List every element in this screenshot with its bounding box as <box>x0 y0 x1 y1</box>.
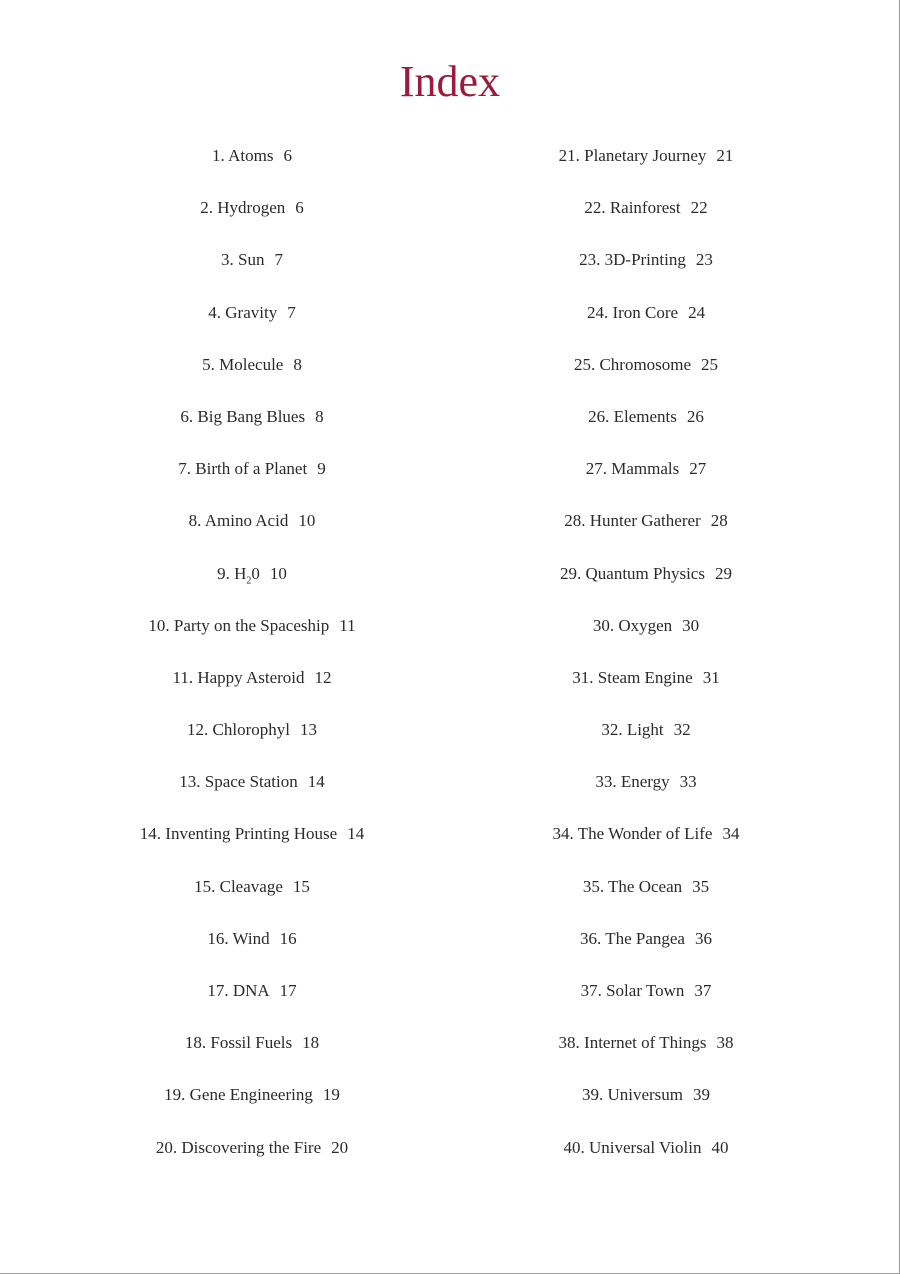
index-entry <box>436 1135 856 1187</box>
index-entry-label: 5. Molecule <box>202 354 284 374</box>
index-entry <box>436 1082 856 1134</box>
index-entry-page-number: 13 <box>299 720 317 740</box>
index-entry-label: 36. The Pangea <box>580 928 685 948</box>
index-entry-page-number: 24 <box>688 302 706 322</box>
index-entry-label: 19. Gene Engineering <box>164 1085 313 1105</box>
index-entry-label: 38. Internet of Things <box>558 1033 707 1053</box>
index-entry <box>436 769 856 821</box>
index-entry <box>436 404 856 456</box>
index-entry-label: 9. H <box>217 563 247 583</box>
index-entry <box>42 456 462 508</box>
index-entry <box>436 926 856 978</box>
index-entry-label: 40. Universal Violin <box>563 1137 702 1157</box>
index-entry <box>436 300 856 352</box>
index-entry-label: 30. Oxygen <box>592 615 673 635</box>
index-entry-page-number: 33 <box>679 772 697 792</box>
index-entry-page-number: 21 <box>716 146 734 165</box>
index-entry-label: 37. Solar Town <box>580 981 685 1000</box>
index-entry-label: 27. Mammals <box>585 459 680 479</box>
index-entry-page-number: 22 <box>690 198 708 218</box>
index-entry <box>436 456 856 508</box>
index-entry <box>42 1030 462 1082</box>
index-entry-label: 2. Hydrogen <box>200 198 286 218</box>
index-entry <box>436 717 856 769</box>
index-entry-label: 32. Light <box>601 720 664 740</box>
index-entry-label: 31. Steam Engine <box>572 667 693 687</box>
index-entry-label: 34. The Wonder of Life <box>552 824 713 844</box>
index-entry-subscript: 2 <box>246 574 252 586</box>
index-entry <box>42 665 462 717</box>
index-entry-label: 25. Chromosome <box>573 354 692 374</box>
index-entry-page-number: 30 <box>682 615 700 635</box>
index-entry-page-number: 20 <box>331 1137 349 1157</box>
index-entry-label: 14. Inventing Printing House <box>139 824 338 844</box>
index-entry <box>42 247 462 299</box>
index-entry <box>42 143 462 195</box>
index-entry-page-number: 16 <box>279 928 297 948</box>
index-entry-page-number: 37 <box>694 981 712 1000</box>
index-entry-page-number: 29 <box>714 563 732 583</box>
index-entry-page-number: 27 <box>689 459 707 479</box>
index-entry-page-number: 25 <box>701 354 719 374</box>
index-entry <box>42 717 462 769</box>
index-entry <box>42 300 462 352</box>
index-entry-page-number: 14 <box>307 772 325 792</box>
index-entry-label: 13. Space Station <box>179 772 298 792</box>
index-entry-page-number: 7 <box>287 302 296 322</box>
index-entry <box>436 352 856 404</box>
index-entry-page-number: 35 <box>692 876 710 896</box>
index-entry <box>436 978 856 1030</box>
index-entry-page-number: 28 <box>710 511 728 531</box>
index-entry-label: 15. Cleavage <box>194 876 283 896</box>
index-entry-page-number: 12 <box>314 667 332 687</box>
index-entry-label: 22. Rainforest <box>584 198 681 218</box>
index-entry <box>436 143 856 195</box>
index-entry <box>436 1030 856 1082</box>
index-entry-label: 18. Fossil Fuels <box>184 1033 293 1053</box>
index-entry <box>42 874 462 926</box>
index-entry <box>42 821 462 873</box>
index-entry-page-number: 26 <box>686 406 704 426</box>
index-entry <box>436 195 856 247</box>
index-entry-label: 35. The Ocean <box>582 876 683 896</box>
index-entry-label-tail: 0 <box>251 563 260 583</box>
index-entry <box>436 821 856 873</box>
index-entry <box>42 561 462 613</box>
index-entry <box>436 561 856 613</box>
index-entry <box>42 769 462 821</box>
index-entry-label: 26. Elements <box>588 406 677 426</box>
index-entry-page-number: 10 <box>269 563 287 583</box>
index-entry <box>42 352 462 404</box>
index-entry-page-number: 17 <box>279 981 297 1000</box>
index-entry-label: 21. Planetary Journey <box>558 146 707 165</box>
index-entry <box>42 926 462 978</box>
index-entry-page-number: 8 <box>315 406 324 426</box>
index-entry-label: 7. Birth of a Planet <box>178 459 308 479</box>
page-title: Index <box>399 57 501 106</box>
index-entry-page-number: 38 <box>716 1033 734 1053</box>
index-entry-page-number: 23 <box>695 250 713 270</box>
index-entry <box>436 613 856 665</box>
index-entry-page-number: 8 <box>293 354 302 374</box>
index-entry <box>42 1082 462 1134</box>
index-column-left <box>42 143 462 1187</box>
index-entry-label: 6. Big Bang Blues <box>180 406 306 426</box>
index-entry <box>42 1135 462 1187</box>
index-entry-label: 39. Universum <box>581 1085 684 1105</box>
index-entry <box>42 613 462 665</box>
index-entry-label: 33. Energy <box>595 772 670 792</box>
index-entry <box>42 508 462 560</box>
index-entry-label: 29. Quantum Physics <box>560 563 705 583</box>
index-entry-page-number: 11 <box>339 615 356 635</box>
index-entry <box>436 508 856 560</box>
index-entry-page-number: 39 <box>693 1085 711 1105</box>
index-entry-page-number: 31 <box>702 667 720 687</box>
index-entry-label: 4. Gravity <box>208 302 278 322</box>
index-entry <box>436 874 856 926</box>
index-entry-label: 17. DNA <box>207 981 270 1000</box>
index-entry-page-number: 34 <box>722 824 740 844</box>
index-entry-page-number: 18 <box>302 1033 320 1053</box>
index-entry-page-number: 6 <box>295 198 304 218</box>
index-entry-label: 1. Atoms <box>212 146 274 165</box>
index-entry-label: 24. Iron Core <box>586 302 679 322</box>
index-entry-label: 16. Wind <box>207 928 270 948</box>
index-entry <box>42 195 462 247</box>
index-entry-page-number: 40 <box>711 1137 729 1157</box>
index-entry-page-number: 9 <box>317 459 326 479</box>
index-entry-label: 3. Sun <box>221 250 265 270</box>
index-entry <box>436 247 856 299</box>
index-entry-label: 23. 3D-Printing <box>579 250 686 270</box>
index-entry-label: 11. Happy Asteroid <box>172 667 305 687</box>
index-entry <box>42 978 462 1030</box>
index-entry-page-number: 32 <box>673 720 691 740</box>
index-entry-page-number: 14 <box>347 824 365 844</box>
index-entry-page-number: 36 <box>694 928 712 948</box>
index-entry <box>436 665 856 717</box>
index-entry-page-number: 6 <box>283 146 292 165</box>
index-entry-page-number: 10 <box>298 511 316 531</box>
index-entry-page-number: 15 <box>292 876 310 896</box>
index-entry <box>42 404 462 456</box>
index-column-right <box>436 143 856 1187</box>
index-entry-label: 8. Amino Acid <box>188 511 289 531</box>
index-entry-label: 10. Party on the Spaceship <box>148 615 330 635</box>
index-entry-label: 12. Chlorophyl <box>187 720 290 740</box>
index-entry-page-number: 7 <box>274 250 283 270</box>
index-entry-label: 28. Hunter Gatherer <box>564 511 701 531</box>
index-entry-page-number: 19 <box>322 1085 340 1105</box>
index-entry-label: 20. Discovering the Fire <box>155 1137 322 1157</box>
